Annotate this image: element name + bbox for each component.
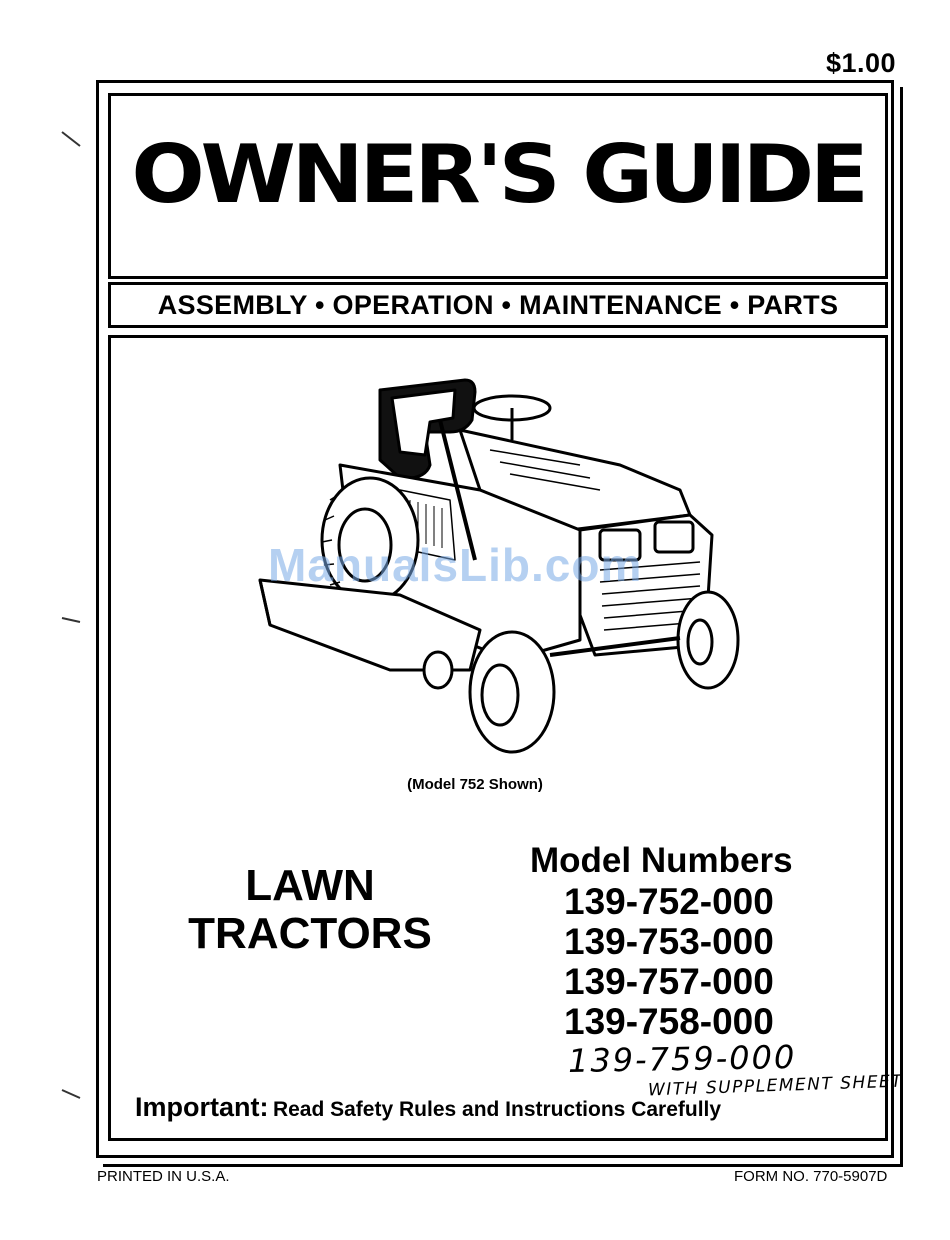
product-line-1: LAWN [245, 861, 375, 910]
footer-form-number: FORM NO. 770-5907D [734, 1168, 888, 1185]
footer-printed: PRINTED IN U.S.A. [97, 1168, 230, 1185]
scan-mark [60, 130, 84, 150]
model-number: 139-752-000 [564, 881, 774, 922]
scan-mark [60, 612, 84, 628]
handwritten-model-number: 139-759-000 [567, 1038, 797, 1080]
model-number: 139-757-000 [564, 961, 774, 1002]
illustration-caption: (Model 752 Shown) [407, 776, 543, 793]
model-number: 139-758-000 [564, 1001, 774, 1042]
important-notice [135, 1092, 721, 1123]
handwritten-note: WITH SUPPLEMENT SHEET [647, 1071, 904, 1101]
price-label: $1.00 [826, 48, 897, 78]
document-subtitle: ASSEMBLY • OPERATION • MAINTENANCE • PARTS [157, 289, 839, 320]
document-title: OWNER'S GUIDE [131, 128, 865, 221]
important-text: Read Safety Rules and Instructions Carefully [272, 1098, 722, 1121]
subtitle-box [108, 282, 888, 328]
scan-mark [60, 1086, 84, 1102]
model-numbers-heading: Model Numbers [530, 841, 793, 880]
title-box [108, 93, 888, 279]
product-line-2: TRACTORS [188, 909, 432, 958]
important-label: Important: [135, 1092, 269, 1122]
watermark: ManualsLib.com [268, 539, 643, 591]
product-line-title [160, 862, 460, 958]
model-numbers-block [530, 840, 860, 1042]
model-number: 139-753-000 [564, 921, 774, 962]
